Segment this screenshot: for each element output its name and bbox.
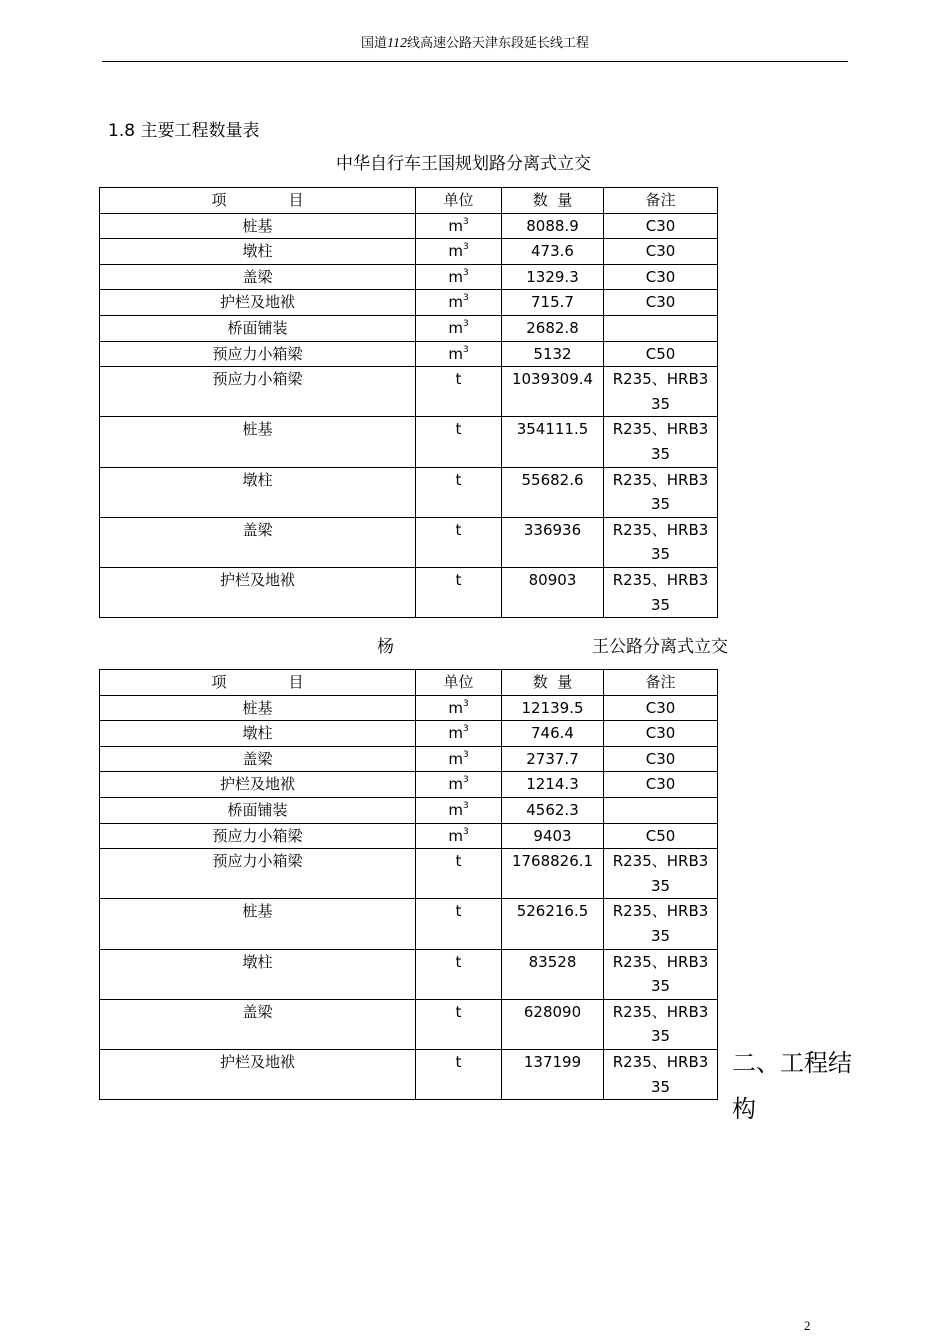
cell-quantity: 336936	[502, 517, 604, 567]
table2-title-left: 杨	[377, 637, 394, 657]
cell-unit	[416, 290, 502, 316]
cell-unit	[416, 772, 502, 798]
cell-note: R235、HRB335	[604, 367, 718, 417]
table-row	[100, 695, 718, 721]
header-text-post: 线高速公路天津东段延长线工程	[406, 36, 589, 51]
unit-m: m	[448, 724, 463, 743]
cell-note: C30	[604, 290, 718, 316]
cell-quantity: 354111.5	[502, 417, 604, 467]
table-row	[100, 949, 718, 999]
table-row	[100, 264, 718, 290]
cell-unit: t	[416, 949, 502, 999]
table-row	[100, 999, 718, 1049]
unit-m: m	[448, 344, 463, 363]
cell-item: 预应力小箱梁	[100, 367, 416, 417]
cell-unit: t	[416, 999, 502, 1049]
cell-quantity: 8088.9	[502, 213, 604, 239]
column-header-item-b: 目	[288, 673, 304, 691]
cell-quantity: 1329.3	[502, 264, 604, 290]
table-row	[100, 899, 718, 949]
column-header-note: 备注	[604, 670, 718, 696]
cell-item: 盖梁	[100, 517, 416, 567]
cell-note: R235、HRB335	[604, 849, 718, 899]
cell-note: C30	[604, 721, 718, 747]
cell-note: R235、HRB335	[604, 999, 718, 1049]
unit-exponent: 3	[462, 826, 469, 837]
column-header-item-a: 项	[211, 191, 227, 209]
cell-quantity: 628090	[502, 999, 604, 1049]
unit-exponent: 3	[462, 749, 469, 760]
cell-item: 桥面铺装	[100, 797, 416, 823]
cell-item: 预应力小箱梁	[100, 341, 416, 367]
cell-unit: t	[416, 899, 502, 949]
cell-item: 护栏及地袱	[100, 772, 416, 798]
section-title: 1.8 主要工程数量表	[108, 121, 260, 141]
cell-note	[604, 797, 718, 823]
table-row	[100, 213, 718, 239]
cell-item: 盖梁	[100, 264, 416, 290]
cell-quantity: 2682.8	[502, 315, 604, 341]
cell-quantity: 1039309.4	[502, 367, 604, 417]
cell-item: 墩柱	[100, 949, 416, 999]
cell-quantity: 137199	[502, 1049, 604, 1099]
cell-unit	[416, 746, 502, 772]
cell-unit	[416, 315, 502, 341]
cell-unit: t	[416, 417, 502, 467]
cell-item: 桩基	[100, 695, 416, 721]
column-header-item	[100, 188, 416, 214]
cell-item: 护栏及地袱	[100, 1049, 416, 1099]
header-text-pre: 国道	[361, 36, 388, 51]
table-header-row	[100, 188, 718, 214]
unit-exponent: 3	[462, 698, 469, 709]
cell-item: 护栏及地袱	[100, 567, 416, 617]
unit-m: m	[448, 242, 463, 261]
table-row	[100, 517, 718, 567]
cell-quantity: 1768826.1	[502, 849, 604, 899]
table-row	[100, 849, 718, 899]
unit-exponent: 3	[462, 216, 469, 227]
cell-unit: t	[416, 467, 502, 517]
chapter-heading: 二、工程结构	[732, 1049, 852, 1123]
cell-note: C30	[604, 746, 718, 772]
unit-exponent: 3	[462, 267, 469, 278]
cell-quantity: 80903	[502, 567, 604, 617]
running-header	[102, 34, 848, 54]
table-row	[100, 467, 718, 517]
table-row	[100, 341, 718, 367]
cell-note: R235、HRB335	[604, 467, 718, 517]
cell-item: 墩柱	[100, 239, 416, 265]
cell-item: 盖梁	[100, 746, 416, 772]
cell-quantity: 473.6	[502, 239, 604, 265]
cell-note: C30	[604, 239, 718, 265]
cell-item: 桩基	[100, 417, 416, 467]
cell-unit	[416, 264, 502, 290]
quantity-table-2	[99, 669, 718, 1100]
cell-unit: t	[416, 367, 502, 417]
table-row	[100, 290, 718, 316]
cell-quantity: 83528	[502, 949, 604, 999]
unit-exponent: 3	[462, 800, 469, 811]
cell-item: 预应力小箱梁	[100, 849, 416, 899]
cell-unit	[416, 695, 502, 721]
table1-title: 中华自行车王国规划路分离式立交	[336, 154, 591, 174]
table-row	[100, 721, 718, 747]
cell-unit	[416, 341, 502, 367]
column-header-item-a: 项	[211, 673, 227, 691]
table-row	[100, 417, 718, 467]
table-header-row	[100, 670, 718, 696]
cell-unit	[416, 721, 502, 747]
cell-unit	[416, 797, 502, 823]
cell-note: R235、HRB335	[604, 1049, 718, 1099]
table-row	[100, 797, 718, 823]
cell-unit: t	[416, 1049, 502, 1099]
unit-m: m	[448, 293, 463, 312]
column-header-qty: 数 量	[502, 188, 604, 214]
cell-item: 盖梁	[100, 999, 416, 1049]
cell-note: C30	[604, 264, 718, 290]
cell-quantity: 12139.5	[502, 695, 604, 721]
cell-note	[604, 315, 718, 341]
unit-m: m	[448, 800, 463, 819]
table-row	[100, 746, 718, 772]
unit-exponent: 3	[462, 775, 469, 786]
cell-unit: t	[416, 517, 502, 567]
cell-quantity: 9403	[502, 823, 604, 849]
cell-note: R235、HRB335	[604, 899, 718, 949]
unit-m: m	[448, 775, 463, 794]
unit-m: m	[448, 216, 463, 235]
unit-m: m	[448, 698, 463, 717]
column-header-qty: 数 量	[502, 670, 604, 696]
cell-quantity: 1214.3	[502, 772, 604, 798]
cell-item: 墩柱	[100, 467, 416, 517]
cell-quantity: 526216.5	[502, 899, 604, 949]
table-row	[100, 772, 718, 798]
cell-note: R235、HRB335	[604, 417, 718, 467]
cell-item: 护栏及地袱	[100, 290, 416, 316]
unit-m: m	[448, 826, 463, 845]
unit-m: m	[448, 749, 463, 768]
cell-unit	[416, 823, 502, 849]
cell-unit: t	[416, 567, 502, 617]
unit-exponent: 3	[462, 242, 469, 253]
cell-item: 墩柱	[100, 721, 416, 747]
header-rule	[102, 61, 848, 62]
cell-item: 桩基	[100, 899, 416, 949]
header-route-number: 112	[387, 36, 407, 51]
cell-quantity: 5132	[502, 341, 604, 367]
cell-unit	[416, 213, 502, 239]
cell-unit	[416, 239, 502, 265]
column-header-item	[100, 670, 416, 696]
cell-note: C50	[604, 823, 718, 849]
unit-m: m	[448, 267, 463, 286]
cell-note: R235、HRB335	[604, 949, 718, 999]
cell-note: C50	[604, 341, 718, 367]
table-row	[100, 1049, 718, 1099]
cell-quantity: 55682.6	[502, 467, 604, 517]
cell-note: C30	[604, 213, 718, 239]
cell-item: 桥面铺装	[100, 315, 416, 341]
cell-item: 预应力小箱梁	[100, 823, 416, 849]
unit-exponent: 3	[462, 318, 469, 329]
unit-m: m	[448, 318, 463, 337]
column-header-note: 备注	[604, 188, 718, 214]
table-row	[100, 315, 718, 341]
cell-note: R235、HRB335	[604, 517, 718, 567]
cell-note: C30	[604, 695, 718, 721]
unit-exponent: 3	[462, 724, 469, 735]
cell-unit: t	[416, 849, 502, 899]
column-header-unit: 单位	[416, 188, 502, 214]
unit-exponent: 3	[462, 344, 469, 355]
column-header-item-b: 目	[288, 191, 304, 209]
cell-quantity: 2737.7	[502, 746, 604, 772]
table-row	[100, 367, 718, 417]
page-number: 2	[804, 1318, 811, 1333]
cell-note: R235、HRB335	[604, 567, 718, 617]
table-row	[100, 567, 718, 617]
cell-item: 桩基	[100, 213, 416, 239]
cell-quantity: 4562.3	[502, 797, 604, 823]
column-header-unit: 单位	[416, 670, 502, 696]
cell-note: C30	[604, 772, 718, 798]
cell-quantity: 746.4	[502, 721, 604, 747]
unit-exponent: 3	[462, 293, 469, 304]
quantity-table-1	[99, 187, 718, 618]
cell-quantity: 715.7	[502, 290, 604, 316]
table2-title-right: 王公路分离式立交	[592, 637, 728, 657]
table-row	[100, 823, 718, 849]
table-row	[100, 239, 718, 265]
